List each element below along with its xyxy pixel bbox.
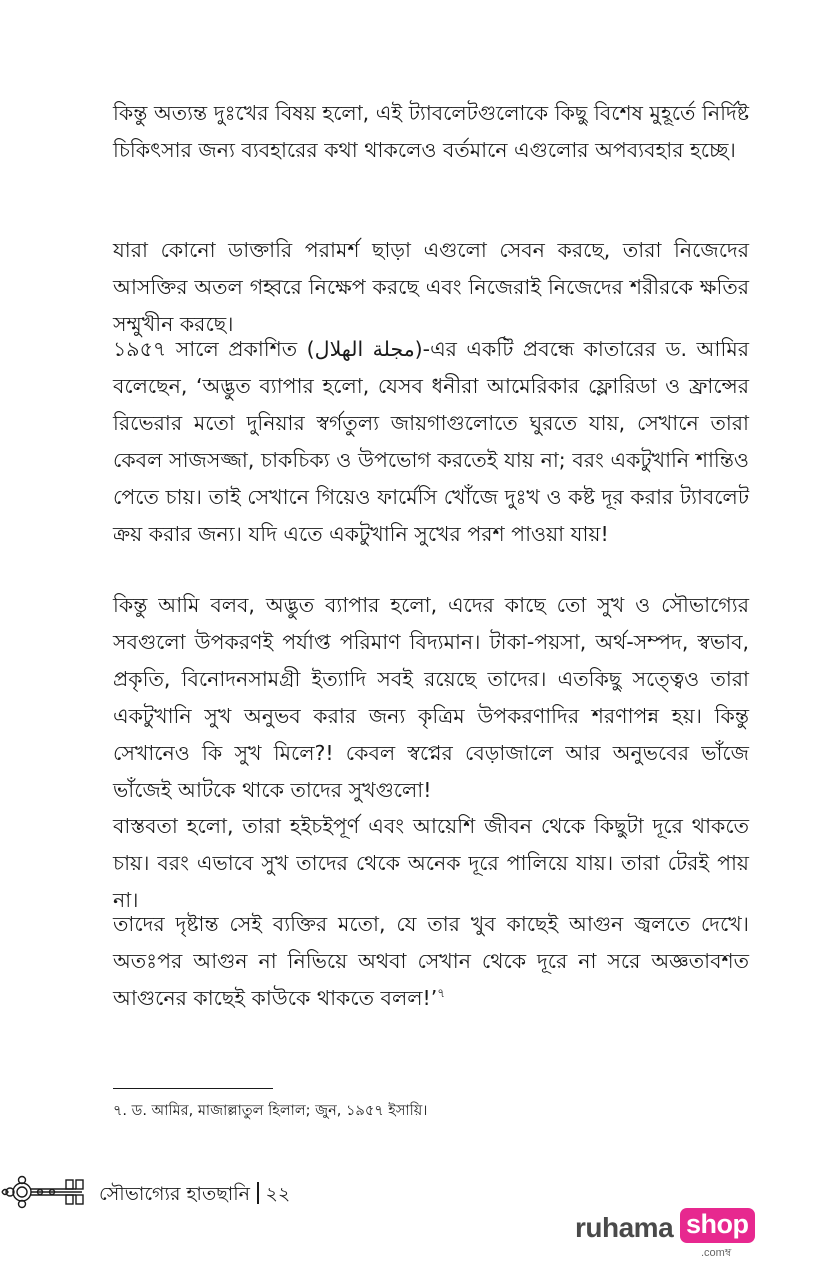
footnote-marker: ৭: [437, 986, 446, 1001]
paragraph-5: বাস্তবতা হলো, তারা হইচইপূর্ণ এবং আয়েশি জীবন থেকে কিছুটা দূরে থাকতে চায়। বরং এভাবে সুখ তাদের থেকে অনেক দূরে পালিয়ে যায়। তারা টেরই পায় না।: [113, 814, 749, 912]
page-number: ২২: [265, 1183, 291, 1205]
key-ornament-icon: [0, 1174, 92, 1214]
title-separator: [257, 1182, 259, 1204]
logo-text-com: .comম্ব: [701, 1247, 732, 1259]
paragraph-4: কিন্তু আমি বলব, অদ্ভুত ব্যাপার হলো, এদের কাছে তো সুখ ও সৌভাগ্যের সবগুলো উপকরণই পর্যাপ্ত পরিমাণ বিদ্যমান। টাকা-পয়সা, অর্থ-সম্পদ, স্বভাব, প্রকৃতি, বিনোদনসামগ্রী ইত্যাদি সবই রয়েছে তাদের। এতকিছু সত্ত্বেও তারা একটুখানি সুখ অনুভব করার জন্য কৃত্রিম উপকরণাদির শরণাপন্ন হয়। কিন্তু সেখানেও কি সুখ মিলে?! কেবল স্বপ্নের বেড়াজালে আর অনুভবের ভাঁজে ভাঁজেই আটকে থাকে তাদের সুখগুলো!: [113, 593, 749, 802]
logo-text-shop: shop: [680, 1208, 755, 1243]
footnote-divider: [113, 1088, 273, 1089]
logo-text-ruhama: ruhama: [575, 1212, 674, 1243]
paragraph-6-text: তাদের দৃষ্টান্ত সেই ব্যক্তির মতো, যে তার খুব কাছেই আগুন জ্বলতে দেখে। অতঃপর আগুন না নিভিয়ে অথবা সেখান থেকে দূরে না সরে অজ্ঞতাবশত আগুনের কাছেই কাউকে থাকতে বলল!’: [113, 912, 749, 1010]
paragraph-6: [113, 906, 749, 1017]
paragraph-3: ১৯৫৭ সালে প্রকাশিত (مجلة الهلال)-এর একটি প্রবন্ধে কাতারের ড. আমির বলেছেন, ‘অদ্ভুত ব্যাপার হলো, যেসব ধনীরা আমেরিকার ফ্লোরিডা ও ফ্রান্সের রিভেরার মতো দুনিয়ার স্বর্গতুল্য জায়গাগুলোতে ঘুরতে যায়, সেখানে তারা কেবল সাজসজ্জা, চাকচিক্য ও উপভোগ করতেই যায় না; বরং একটুখানি শান্তিও পেতে চায়। তাই সেখানে গিয়েও ফার্মেসি খোঁজে দুঃখ ও কষ্ট দূর করার ট্যাবলেট ক্রয় করার জন্য। যদি এতে একটুখানি সুখের পরশ পাওয়া যায়!: [113, 337, 749, 546]
paragraph-2: যারা কোনো ডাক্তারি পরামর্শ ছাড়া এগুলো সেবন করছে, তারা নিজেদের আসক্তির অতল গহ্বরে নিক্ষেপ করছে এবং নিজেরাই নিজেদের শরীরকে ক্ষতির সম্মুখীন করছে।: [113, 238, 749, 336]
page-footer: [0, 1174, 400, 1214]
paragraph-1: কিন্তু অত্যন্ত দুঃখের বিষয় হলো, এই ট্যাবলেটগুলোকে কিছু বিশেষ মুহূর্তে নির্দিষ্ট চিকিৎসার জন্য ব্যবহারের কথা থাকলেও বর্তমানে এগুলোর অপব্যবহার হচ্ছে।: [113, 101, 749, 162]
running-title: [99, 1182, 290, 1206]
book-title: সৌভাগ্যের হাতছানি: [99, 1183, 250, 1205]
ruhamashop-logo: [575, 1208, 775, 1259]
footnote: ৭. ড. আমির, মাজাল্লাতুল হিলাল; জুন, ১৯৫৭ ইসায়ি।: [113, 1103, 428, 1119]
